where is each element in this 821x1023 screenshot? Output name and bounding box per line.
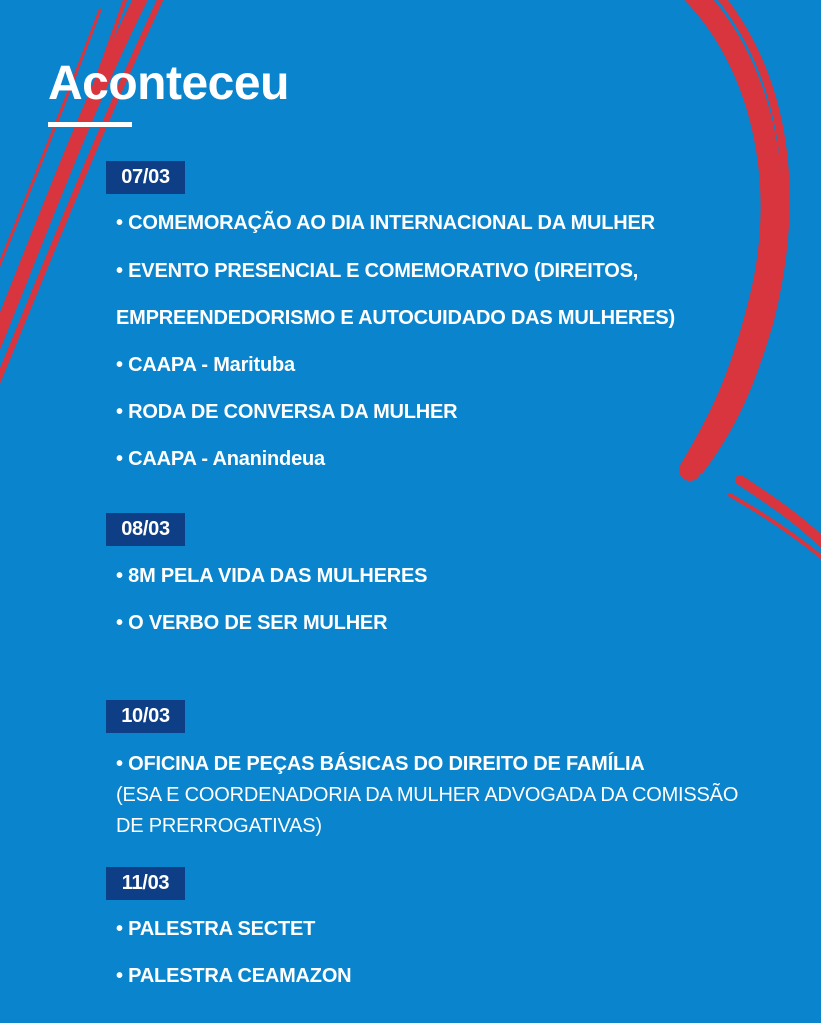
event-item-detail: DE PRERROGATIVAS): [116, 815, 322, 837]
right-stroke-4: [730, 495, 821, 560]
event-item: • RODA DE CONVERSA DA MULHER: [116, 401, 458, 423]
event-item: • PALESTRA CEAMAZON: [116, 965, 352, 987]
event-item: • EVENTO PRESENCIAL E COMEMORATIVO (DIREITOS,: [116, 260, 639, 282]
event-item: • O VERBO DE SER MULHER: [116, 612, 388, 634]
event-item: • CAAPA - Ananindeua: [116, 448, 325, 470]
date-badge-0703: 07/03: [106, 161, 185, 194]
event-item-continuation: EMPREENDEDORISMO E AUTOCUIDADO DAS MULHERES): [116, 307, 676, 329]
event-item: • 8M PELA VIDA DAS MULHERES: [116, 565, 428, 587]
date-badge-1003: 10/03: [106, 700, 185, 733]
date-badge-1103: 11/03: [106, 867, 185, 900]
page-title: Aconteceu: [48, 57, 289, 110]
left-stroke-4: [0, 10, 100, 300]
event-item: • COMEMORAÇÃO AO DIA INTERNACIONAL DA MULHER: [116, 212, 655, 234]
event-item: • OFICINA DE PEÇAS BÁSICAS DO DIREITO DE FAMÍLIA: [116, 753, 645, 775]
right-stroke-3: [740, 480, 821, 545]
right-stroke-2: [700, 0, 786, 470]
event-item: • CAAPA - Marituba: [116, 354, 295, 376]
title-underline: [48, 122, 132, 127]
date-badge-0803: 08/03: [106, 513, 185, 546]
event-item: • PALESTRA SECTET: [116, 918, 316, 940]
right-stroke-1: [690, 0, 772, 470]
event-item-detail: (ESA E COORDENADORIA DA MULHER ADVOGADA DA COMISSÃO: [116, 784, 739, 806]
